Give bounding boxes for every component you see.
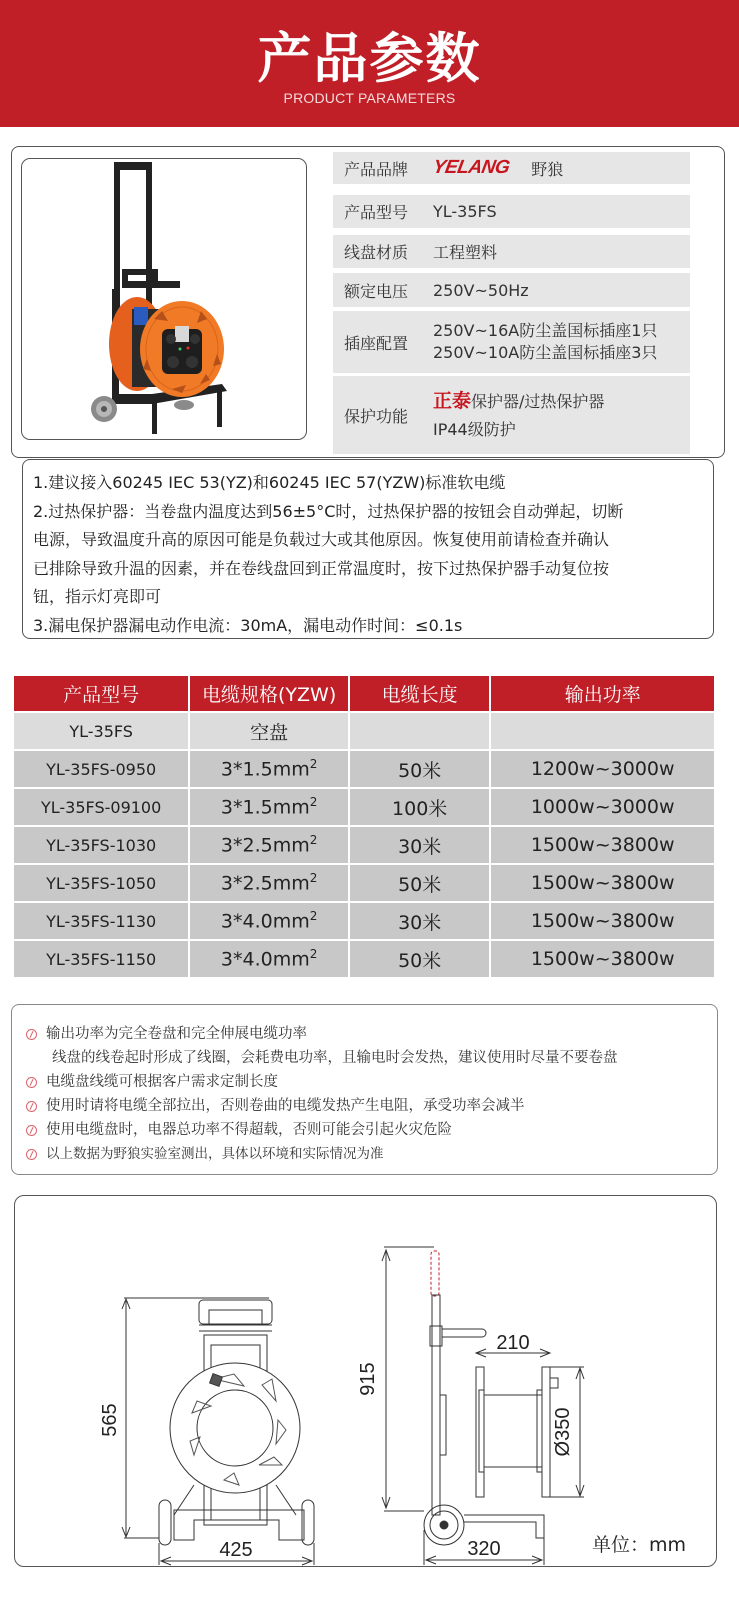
spec-value: YL-35FS: [433, 202, 497, 221]
caution-icon: [22, 1094, 40, 1118]
caution-item: 电缆盘线缆可根据客户需求定制长度: [22, 1070, 717, 1094]
cell-power: 1500w~3800w: [490, 864, 715, 902]
cell-power: 1500w~3800w: [490, 826, 715, 864]
cell-model: YL-35FS-1030: [13, 826, 189, 864]
header-cable-spec: 电缆规格(YZW): [189, 675, 349, 712]
spec-label: 产品型号: [344, 203, 409, 222]
note-line: 已排除导致升温的因素，并在卷线盘回到正常温度时，按下过热保护器手动复位按: [33, 558, 610, 578]
cell-length: 50米: [349, 864, 490, 902]
usage-notes: [22, 459, 714, 639]
header-cable-length: 电缆长度: [349, 675, 490, 712]
caution-item: 以上数据为野狼实验室测出，具体以环境和实际情况为准: [22, 1142, 717, 1166]
spec-value: [433, 320, 657, 364]
note-line: 2.过热保护器：当卷盘内温度达到56±5°C时，过热保护器的按钮会自动弹起，切断: [33, 501, 624, 521]
spec-row-sockets: [333, 311, 690, 373]
cell-length: 50米: [349, 750, 490, 788]
cell-power: 1500w~3800w: [490, 940, 715, 978]
spec-value: 野狼: [531, 159, 564, 179]
spec-row-brand: [333, 152, 690, 184]
caution-item: 使用电缆盘时，电器总功率不得超载，否则可能会引起火灾危险: [22, 1118, 717, 1142]
cable-reel-trolley-image: [22, 159, 307, 440]
cell-spec: $3*1.5mm^2$: [189, 750, 349, 788]
unit-label: 单位：mm: [592, 1534, 687, 1556]
cell-spec: $3*2.5mm^2$: [189, 826, 349, 864]
spec-label: 插座配置: [344, 333, 409, 353]
cell-length: 100米: [349, 788, 490, 826]
cell-power: 1200w~3000w: [490, 750, 715, 788]
side-height-label: 915: [357, 1362, 379, 1396]
table-header-row: [13, 675, 715, 712]
cell-power: [490, 712, 715, 750]
cell-spec: $3*2.5mm^2$: [189, 864, 349, 902]
cell-power: 1000w~3000w: [490, 788, 715, 826]
spec-value: [433, 387, 604, 444]
socket-line-1: 250V~16A防尘盖国标插座1只: [433, 321, 658, 340]
cell-model: YL-35FS-1150: [13, 940, 189, 978]
cell-model: YL-35FS-1130: [13, 902, 189, 940]
reel-diameter-label: Ø350: [552, 1407, 574, 1457]
cell-spec: 空盘: [189, 712, 349, 750]
cell-model: YL-35FS-09100: [13, 788, 189, 826]
front-height-label: 565: [99, 1403, 121, 1437]
caution-subtext: 线盘的线卷起时形成了线圈，会耗费电功率，且输电时会发热，建议使用时尽量不要卷盘: [52, 1050, 618, 1066]
cell-model: YL-35FS-0950: [13, 750, 189, 788]
table-row: [13, 750, 715, 788]
caution-item: 输出功率为完全卷盘和完全伸展电缆功率: [22, 1022, 717, 1046]
socket-line-2: 250V~10A防尘盖国标插座3只: [433, 343, 658, 362]
dimension-drawing: [14, 1195, 719, 1569]
model-table: [12, 674, 716, 979]
header-output-power: 输出功率: [490, 675, 715, 712]
note-line: 1.建议接入60245 IEC 53(YZ)和60245 IEC 57(YZW)标准软电缆: [33, 473, 506, 492]
table-row: [13, 826, 715, 864]
cell-length: [349, 712, 490, 750]
table-row: [13, 712, 715, 750]
page-title: 产品参数: [257, 27, 482, 90]
spec-value: 工程塑料: [433, 243, 498, 262]
spec-row-model: [333, 195, 690, 228]
page-header: [0, 0, 739, 127]
caution-icon: [22, 1070, 40, 1094]
reel-width-label: 210: [496, 1332, 530, 1354]
cell-spec: $3*4.0mm^2$: [189, 940, 349, 978]
yelang-logo: YELANG: [431, 157, 512, 178]
spec-row-protection: [333, 376, 690, 454]
spec-row-material: [333, 235, 690, 268]
cell-length: 30米: [349, 826, 490, 864]
front-width-label: 425: [219, 1539, 253, 1561]
spec-label: 额定电压: [344, 281, 409, 301]
caution-notes: [11, 1004, 718, 1175]
header-model: 产品型号: [13, 675, 189, 712]
spec-label: 保护功能: [344, 406, 409, 426]
side-depth-label: 320: [467, 1538, 501, 1560]
table-row: [13, 940, 715, 978]
spec-label: 线盘材质: [344, 243, 409, 262]
protection-line-2: IP44级防护: [433, 419, 516, 439]
caution-icon: [22, 1022, 40, 1046]
caution-icon: [22, 1142, 40, 1166]
spec-row-voltage: [333, 273, 690, 307]
caution-item: 使用时请将电缆全部拉出，否则卷曲的电缆发热产生电阻，承受功率会减半: [22, 1094, 717, 1118]
cell-model: YL-35FS-1050: [13, 864, 189, 902]
cell-spec: $3*4.0mm^2$: [189, 902, 349, 940]
note-line: 钮，指示灯亮即可: [33, 587, 162, 606]
cell-spec: $3*1.5mm^2$: [189, 788, 349, 826]
cell-length: 50米: [349, 940, 490, 978]
cell-length: 30米: [349, 902, 490, 940]
note-line: 电源，导致温度升高的原因可能是负载过大或其他原因。恢复使用前请检查并确认: [33, 530, 610, 549]
protection-line-1: 保护器/过热保护器: [471, 391, 605, 411]
cell-power: 1500w~3800w: [490, 902, 715, 940]
chint-brand-highlight: 正泰: [433, 389, 472, 412]
table-row: [13, 788, 715, 826]
caution-icon: [22, 1118, 40, 1142]
product-photo: [21, 158, 307, 440]
table-row: [13, 864, 715, 902]
page-subtitle: PRODUCT PARAMETERS: [283, 90, 456, 106]
table-row: [13, 902, 715, 940]
spec-label: 产品品牌: [344, 159, 409, 179]
cell-model: YL-35FS: [13, 712, 189, 750]
spec-value: 250V~50Hz: [433, 280, 529, 300]
note-line: 3.漏电保护器漏电动作电流：30mA，漏电动作时间：≤0.1s: [33, 615, 463, 635]
